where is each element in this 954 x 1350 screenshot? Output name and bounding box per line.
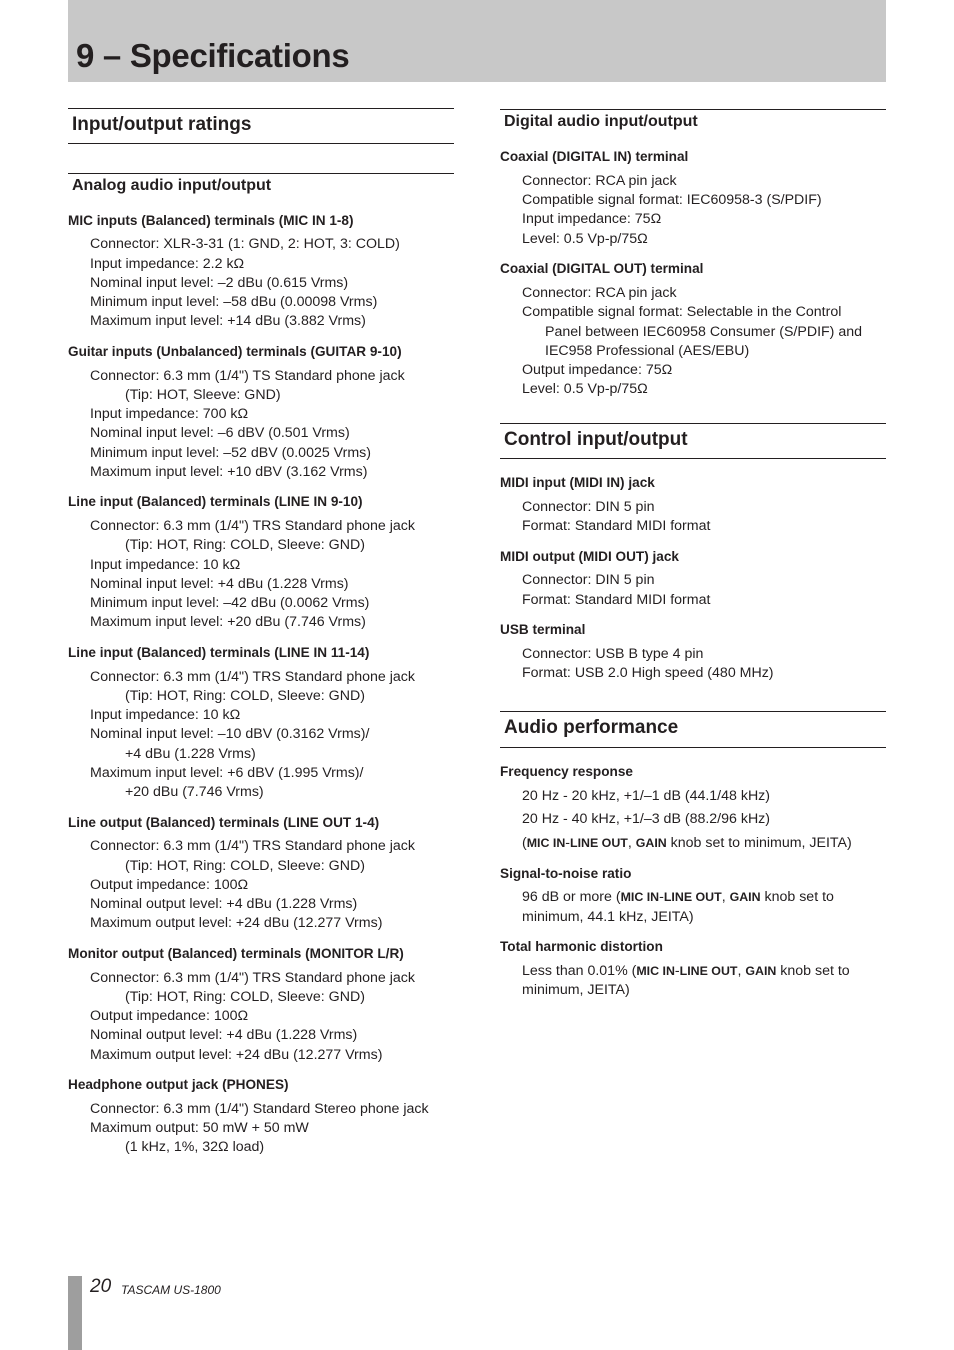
spec-line: Nominal output level: +4 dBu (1.228 Vrms) [90,896,358,912]
spec-line: Nominal input level: –6 dBV (0.501 Vrms) [90,425,350,441]
guitar-spec-title: Guitar inputs (Unbalanced) terminals (GUITAR 9-10) [68,344,402,359]
spec-line: Compatible signal format: Selectable in the Control [522,304,842,320]
spec-line: Connector: 6.3 mm (1/4") TS Standard phone jack [90,368,405,384]
spec-line: (Tip: HOT, Sleeve: GND) [125,387,281,403]
spec-line: Connector: RCA pin jack [522,285,677,301]
audio-heading-text: Audio performance [504,717,679,738]
spec-line: Nominal input level: –2 dBu (0.615 Vrms) [90,275,349,291]
spec-line: Connector: XLR-3-31 (1: GND, 2: HOT, 3: COLD) [90,236,400,252]
digital-heading [500,109,886,130]
spec-line: Connector: 6.3 mm (1/4") TRS Standard phone jack [90,518,415,534]
spec-line: Minimum input level: –58 dBu (0.00098 Vrms) [90,294,378,310]
spec-line: Connector: 6.3 mm (1/4") Standard Stereo phone jack [90,1101,429,1117]
spec-line: Connector: RCA pin jack [522,173,677,189]
spec-line: Output impedance: 75Ω [522,362,673,378]
spec-line: Connector: 6.3 mm (1/4") TRS Standard phone jack [90,669,415,685]
spec-line: (Tip: HOT, Ring: COLD, Sleeve: GND) [125,537,365,553]
spec-line: Connector: DIN 5 pin [522,499,655,515]
spec-line: minimum, 44.1 kHz, JEITA) [522,909,694,925]
audio-heading [500,711,886,748]
midi-in-spec-title: MIDI input (MIDI IN) jack [500,475,655,490]
spec-line: Input impedance: 700 kΩ [90,406,249,422]
spec-line: (Tip: HOT, Ring: COLD, Sleeve: GND) [125,989,365,1005]
spec-line: Format: Standard MIDI format [522,592,711,608]
analog-heading [68,173,454,194]
spec-line: Output impedance: 100Ω [90,877,249,893]
control-heading [500,423,886,459]
spec-line: Connector: 6.3 mm (1/4") TRS Standard phone jack [90,838,415,854]
spec-line: Connector: 6.3 mm (1/4") TRS Standard phone jack [90,970,415,986]
page-title: 9 – Specifications [76,37,350,74]
spec-line: Nominal input level: +4 dBu (1.228 Vrms) [90,576,349,592]
thd-spec-title: Total harmonic distortion [500,939,663,954]
coax-in-spec-title: Coaxial (DIGITAL IN) terminal [500,149,689,164]
spec-line: Connector: USB B type 4 pin [522,646,704,662]
io-ratings-heading [68,108,454,144]
spec-line: Connector: DIN 5 pin [522,572,655,588]
thd-line: Less than 0.01% (MIC IN-LINE OUT, GAIN knob set to [522,963,850,979]
footer-bar [68,1276,82,1350]
spec-line: Input impedance: 10 kΩ [90,557,241,573]
spec-line: Level: 0.5 Vp-p/75Ω [522,231,648,247]
midi-out-spec-title: MIDI output (MIDI OUT) jack [500,549,679,564]
analog-heading-text: Analog audio input/output [72,177,272,194]
product-name: TASCAM US-1800 [121,1283,221,1297]
spec-line: Format: USB 2.0 High speed (480 MHz) [522,665,774,681]
freq-spec-title: Frequency response [500,764,633,779]
spec-line: Maximum input level: +10 dBV (3.162 Vrms) [90,464,368,480]
io-ratings-heading-text: Input/output ratings [72,114,252,135]
digital-heading-text: Digital audio input/output [504,113,698,130]
spec-line: Panel between IEC60958 Consumer (S/PDIF) and [545,324,863,340]
spec-line: 20 Hz - 20 kHz, +1/–1 dB (44.1/48 kHz) [522,788,771,804]
usb-spec-title: USB terminal [500,622,586,637]
spec-line: Minimum input level: –42 dBu (0.0062 Vrms) [90,595,370,611]
spec-line: IEC958 Professional (AES/EBU) [545,343,750,359]
monitor-spec-title: Monitor output (Balanced) terminals (MONITOR L/R) [68,946,404,961]
page-number: 20 [90,1276,112,1297]
spec-line: Nominal output level: +4 dBu (1.228 Vrms) [90,1027,358,1043]
spec-line: Maximum output level: +24 dBu (12.277 Vrms) [90,1047,383,1063]
spec-line: Maximum input level: +20 dBu (7.746 Vrms) [90,614,366,630]
spec-line: (1 kHz, 1%, 32Ω load) [125,1139,265,1155]
freq-note: (MIC IN-LINE OUT, GAIN knob set to minimum, JEITA) [522,835,852,851]
line1114-spec-title: Line input (Balanced) terminals (LINE IN 11-14) [68,645,370,660]
spec-line: Level: 0.5 Vp-p/75Ω [522,381,648,397]
spec-line: +4 dBu (1.228 Vrms) [125,746,256,762]
mic-spec-title: MIC inputs (Balanced) terminals (MIC IN 1-8) [68,213,354,228]
spec-line: Maximum input level: +14 dBu (3.882 Vrms) [90,313,366,329]
spec-line: Input impedance: 10 kΩ [90,707,241,723]
spec-line: Input impedance: 75Ω [522,211,662,227]
phones-spec-title: Headphone output jack (PHONES) [68,1077,289,1092]
spec-line: +20 dBu (7.746 Vrms) [125,784,264,800]
lineout-spec-title: Line output (Balanced) terminals (LINE OUT 1-4) [68,815,380,830]
spec-line: 20 Hz - 40 kHz, +1/–3 dB (88.2/96 kHz) [522,811,771,827]
spec-line: Output impedance: 100Ω [90,1008,249,1024]
spec-line: Compatible signal format: IEC60958-3 (S/PDIF) [522,192,822,208]
spec-line: Input impedance: 2.2 kΩ [90,256,245,272]
snr-spec-title: Signal-to-noise ratio [500,866,632,881]
spec-line: Minimum input level: –52 dBV (0.0025 Vrms) [90,445,371,461]
spec-line: Maximum input level: +6 dBV (1.995 Vrms)/ [90,765,364,781]
snr-line: 96 dB or more (MIC IN-LINE OUT, GAIN knob set to [522,889,834,905]
coax-out-spec-title: Coaxial (DIGITAL OUT) terminal [500,261,704,276]
spec-line: Maximum output: 50 mW + 50 mW [90,1120,309,1136]
control-heading-text: Control input/output [504,429,688,450]
spec-line: Format: Standard MIDI format [522,518,711,534]
spec-line: (Tip: HOT, Ring: COLD, Sleeve: GND) [125,688,365,704]
spec-line: Nominal input level: –10 dBV (0.3162 Vrms)/ [90,726,370,742]
spec-line: (Tip: HOT, Ring: COLD, Sleeve: GND) [125,858,365,874]
line910-spec-title: Line input (Balanced) terminals (LINE IN 9-10) [68,494,363,509]
spec-line: Maximum output level: +24 dBu (12.277 Vrms) [90,915,383,931]
spec-line: minimum, JEITA) [522,982,630,998]
